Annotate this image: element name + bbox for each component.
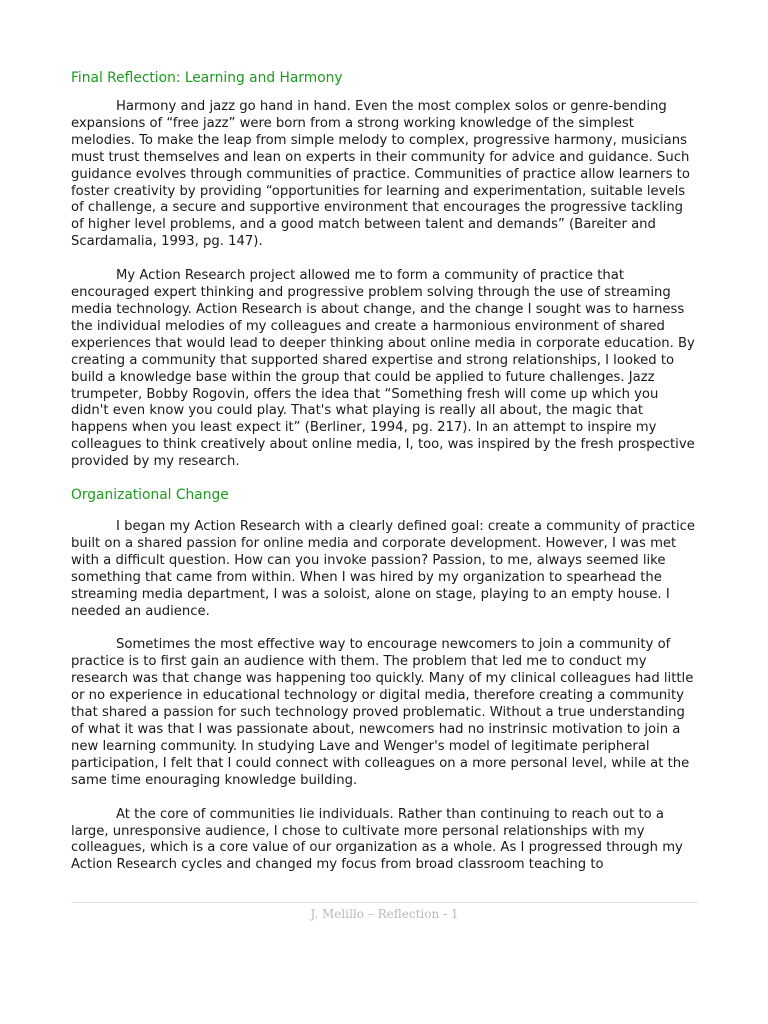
paragraph-harmony-and-jazz: Harmony and jazz go hand in hand. Even the most complex solos or genre-bending expansions of “free jazz” were born from a strong working knowledge of the simplest melodies. To make the leap from simple melody to complex, progressive harmony, musicians must trust themselves and lean on experts in their community for advice and guidance. Such guidance evolves through communities of practice. Communities of practice allow learners to foster creativity by providing “opportunities for learning and experimentation, suitable levels of challenge, a secure and supportive environment that encourages the progressive tackling of higher level problems, and a good match between talent and demands” (Bareiter and Scardamalia, 1993, pg. 147).: [71, 99, 690, 250]
footer-divider: [71, 902, 698, 903]
section-heading-final-reflection: Final Reflection: Learning and Harmony: [71, 70, 343, 86]
section-heading-organizational-change: Organizational Change: [71, 487, 229, 504]
paragraph-began-action-research: I began my Action Research with a clearly defined goal: create a community of practice built on a shared passion for online media and corporate development. However, I was met with a difficult question. How can you invoke passion? Passion, to me, always seemed like something that came from within. When I was hired by my organization to spearhead the streaming media department, I was a soloist, alone on stage, playing to an empty house. I needed an audience.: [71, 519, 695, 619]
paragraph-action-research-project: My Action Research project allowed me to form a community of practice that encouraged expert thinking and progressive problem solving through the use of streaming media technology. Action Research is about change, and the change I sought was to harness the individual melodies of my colleagues and create a harmonious environment of shared experiences that would lead to deeper thinking about online media in corporate education. By creating a community that supported shared expertise and strong relationships, I looked to build a knowledge base within the group that could be applied to future challenges. Jazz trumpeter, Bobby Rogovin, offers the idea that “Something fresh will come up which you didn't even know you could play. That's what playing is really all about, the magic that happens when you least expect it” (Berliner, 1994, pg. 217). In an attempt to inspire my colleagues to think creatively about online media, I, too, was inspired by the fresh prospective provided by my research.: [71, 268, 695, 470]
document-body: [71, 68, 698, 874]
paragraph-core-of-communities: At the core of communities lie individuals. Rather than continuing to reach out to a large, unresponsive audience, I chose to cultivate more personal relationships with my colleagues, which is a core value of our organization as a whole. As I progressed through my Action Research cycles and changed my focus from broad classroom teaching to: [71, 806, 683, 873]
page-footer: J. Melillo – Reflection - 1: [310, 907, 459, 921]
paragraph-gain-an-audience: Sometimes the most effective way to encourage newcomers to join a community of practice is to first gain an audience with them. The problem that led me to conduct my research was that change was happening too quickly. Many of my clinical colleagues had little or no experience in educational technology or digital media, therefore creating a community that shared a passion for such technology proved problematic. Without a true understanding of what it was that I was passionate about, newcomers had no instrinsic motivation to join a new learning community. In studying Lave and Wenger's model of legitimate peripheral participation, I felt that I could connect with colleagues on a more personal level, while at the same time enouraging knowledge building.: [71, 637, 694, 788]
